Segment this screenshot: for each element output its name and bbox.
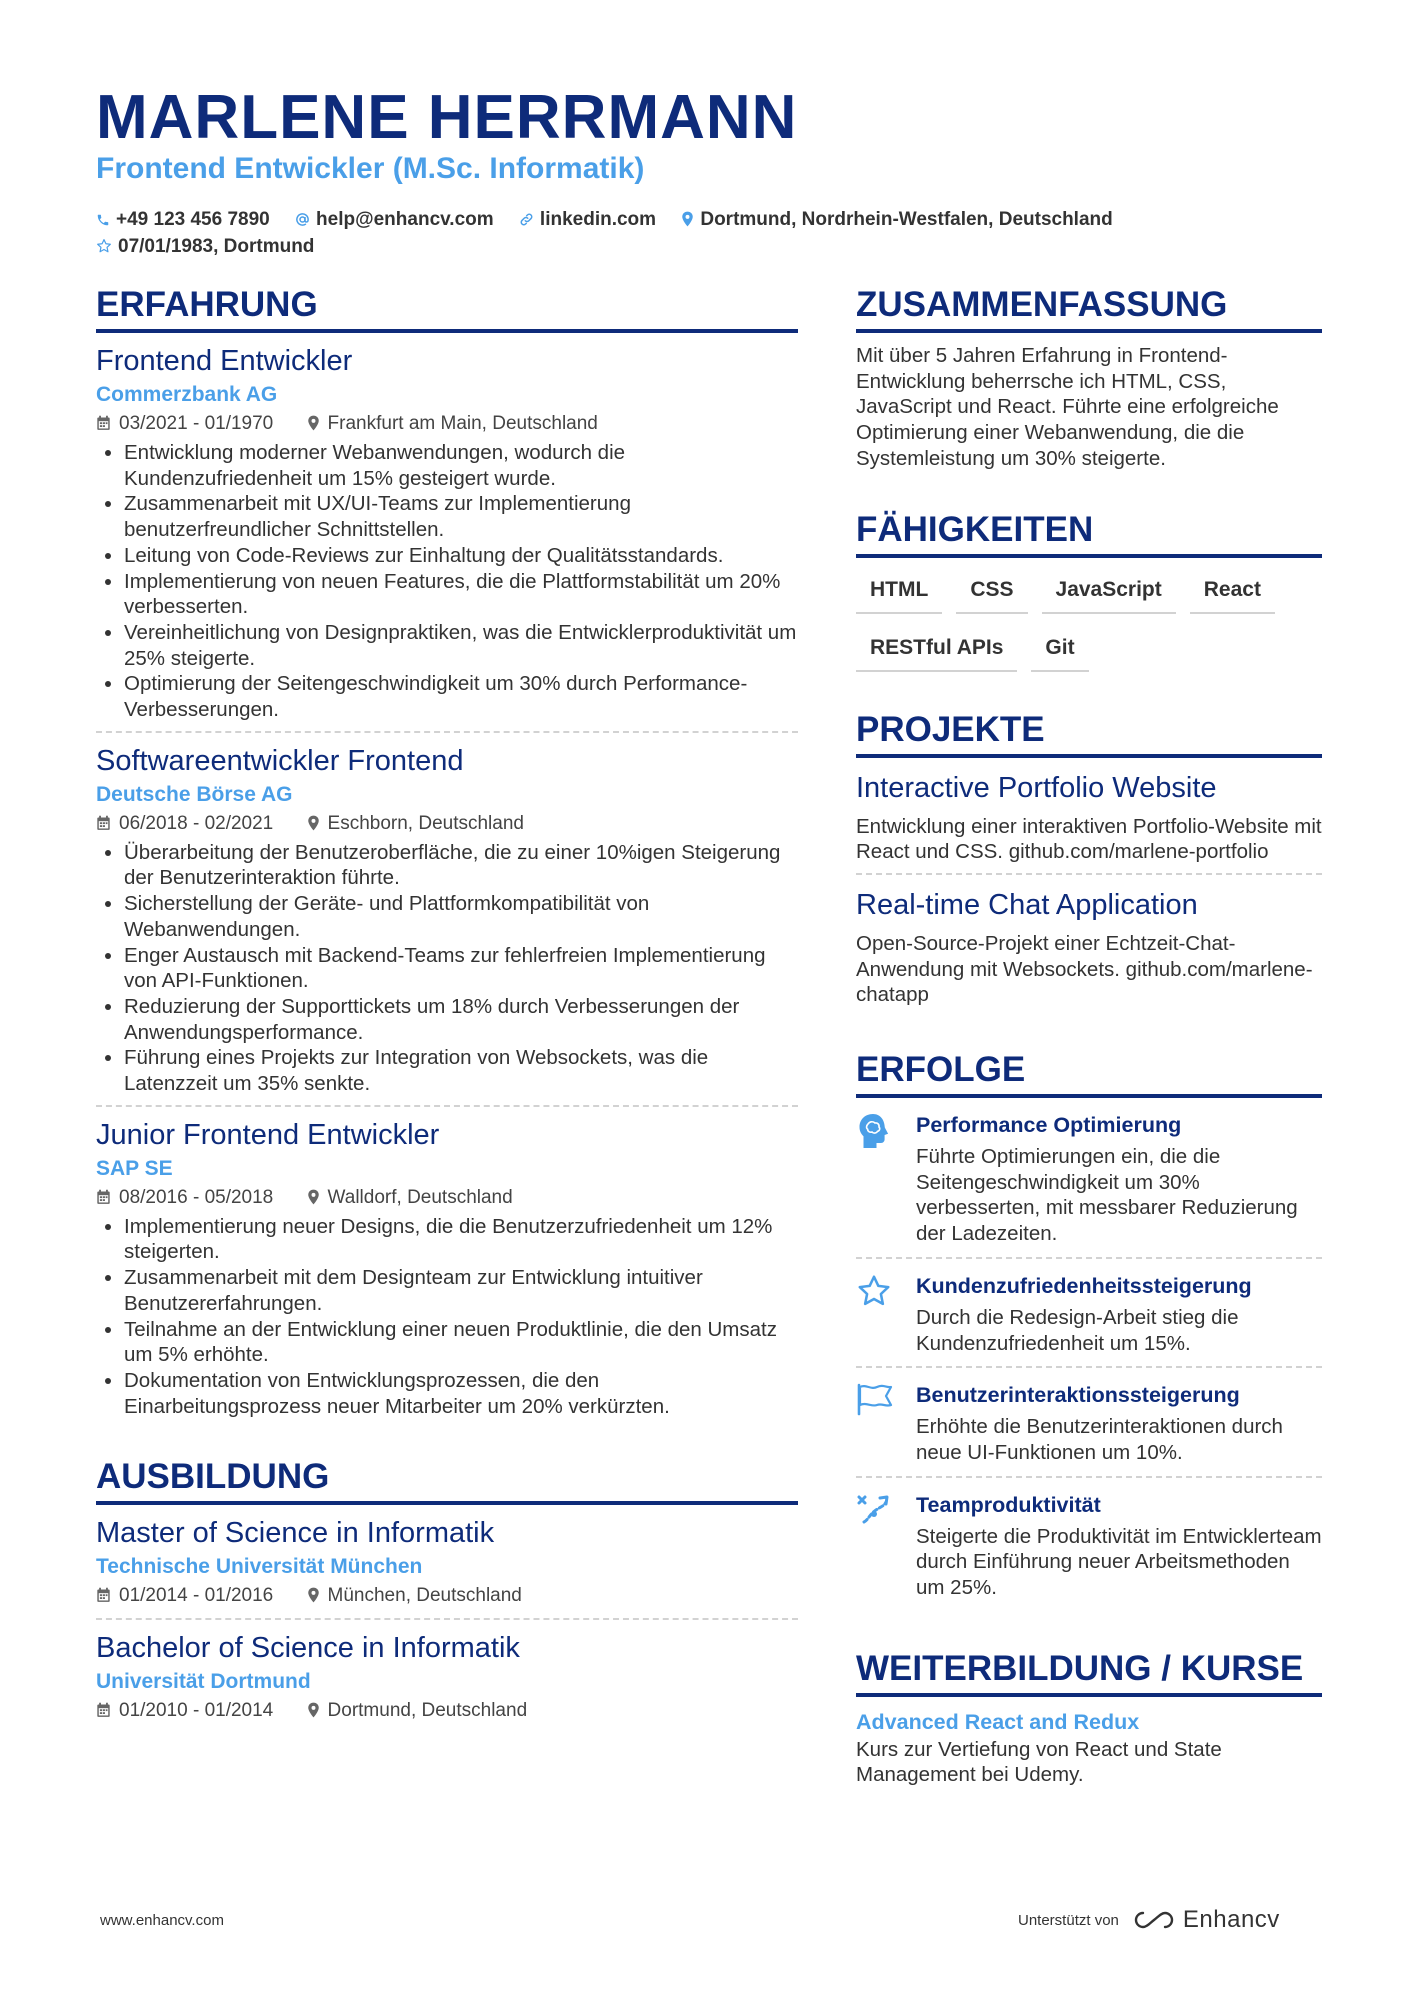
contact-phone (96, 206, 270, 233)
bullet-item: • Reduzierung der Supporttickets um 18% durch Verbesserungen der Anwendungsperformance. (124, 994, 798, 1045)
calendar-icon (96, 1702, 111, 1718)
star-icon (856, 1273, 892, 1309)
bullet-item: • Optimierung der Seitengeschwindigkeit um 30% durch Performance-Verbesserungen. (124, 671, 798, 722)
job-title: Frontend Entwickler (96, 345, 353, 377)
skill-tag: HTML (856, 570, 942, 614)
powered-by-text: Unterstützt von (1018, 1911, 1119, 1929)
skills-list (856, 570, 1322, 686)
skill-tag: Git (1031, 628, 1088, 672)
job-bullets (96, 840, 798, 1097)
company-name: SAP SE (96, 1156, 173, 1180)
company-name: Deutsche Börse AG (96, 782, 293, 806)
bullet-item: • Sicherstellung der Geräte- und Plattformkompatibilität von Webanwendungen. (124, 891, 798, 942)
achievement-description: Führte Optimierungen ein, die die Seitengeschwindigkeit um 30% verbesserten, mit messbarer Reduzierung der Ladezeiten. (916, 1145, 1298, 1246)
education-meta (96, 1697, 798, 1725)
footer-branding (1018, 1906, 1280, 1934)
skills-heading: FÄHIGKEITEN (856, 510, 1322, 558)
contact-bar (96, 206, 1336, 260)
strategy-icon (856, 1492, 892, 1528)
bullet-item: • Enger Austausch mit Backend-Teams zur fehlerfreien Implementierung von API-Funktionen. (124, 943, 798, 994)
skill-tag: JavaScript (1042, 570, 1176, 614)
calendar-icon (96, 815, 111, 831)
calendar-icon (96, 1587, 111, 1603)
skill-tag: CSS (956, 570, 1027, 614)
project-description: Open-Source-Projekt einer Echtzeit-Chat-Anwendung mit Websockets. github.com/marlene-chatapp (856, 931, 1313, 1007)
flag-icon (856, 1382, 894, 1416)
bullet-item: • Teilnahme an der Entwicklung einer neuen Produktlinie, die den Umsatz um 5% erhöhte. (124, 1317, 798, 1368)
achievement-entry (856, 1368, 1322, 1477)
job-title: Softwareentwickler Frontend (96, 744, 464, 777)
bullet-item: • Implementierung von neuen Features, die die Plattformstabilität um 20% verbesserten. (124, 569, 798, 620)
job-location: Eschborn, Deutschland (327, 812, 524, 834)
job-meta (96, 810, 798, 838)
job-dates: 06/2018 - 02/2021 (119, 812, 274, 834)
achievement-title: Benutzerinteraktionssteigerung (916, 1383, 1240, 1408)
skill-tag: RESTful APIs (856, 628, 1017, 672)
achievements-heading: ERFOLGE (856, 1050, 1322, 1098)
achievement-description: Durch die Redesign-Arbeit stieg die Kundenzufriedenheit um 15%. (916, 1305, 1239, 1355)
school-name: Technische Universität München (96, 1555, 423, 1579)
calendar-icon (96, 1189, 111, 1205)
job-meta (96, 1184, 798, 1212)
enhancv-logo-icon (1131, 1909, 1177, 1931)
location-icon (307, 1587, 320, 1603)
education-location: München, Deutschland (327, 1585, 522, 1607)
location-icon (307, 1189, 320, 1205)
calendar-icon (96, 415, 111, 431)
phone-icon (96, 213, 110, 227)
summary-text: Mit über 5 Jahren Erfahrung in Frontend-Entwicklung beherrsche ich HTML, CSS, JavaScript und React. Führte eine erfolgreiche Optimierung einer Webanwendung, die die Systemleistung um 30% steigerte. (856, 344, 1279, 470)
degree-title: Bachelor of Science in Informatik (96, 1632, 520, 1665)
experience-heading: ERFAHRUNG (96, 285, 798, 333)
footer-website[interactable]: www.enhancv.com (100, 1912, 224, 1929)
left-column (96, 285, 798, 1725)
education-meta (96, 1582, 798, 1610)
candidate-name: MARLENE HERRMANN (96, 83, 798, 152)
job-dates: 08/2016 - 05/2018 (119, 1186, 274, 1208)
birth-text: 07/01/1983, Dortmund (118, 236, 315, 257)
experience-entry (96, 333, 798, 733)
location-icon (307, 1702, 320, 1718)
contact-birth (96, 233, 314, 260)
achievement-entry (856, 1478, 1322, 1611)
job-bullets (96, 440, 798, 723)
contact-linkedin[interactable] (519, 206, 656, 233)
right-column (856, 285, 1322, 1788)
link-icon (519, 212, 534, 227)
location-icon (681, 211, 694, 227)
bullet-item: • Vereinheitlichung von Designpraktiken, was die Entwicklerproduktivität um 25% steigerte. (124, 620, 798, 671)
contact-location (681, 206, 1112, 233)
achievement-title: Performance Optimierung (916, 1113, 1182, 1138)
bullet-item: • Führung eines Projekts zur Integration von Websockets, was die Latenzzeit um 35% senkte. (124, 1045, 798, 1096)
achievement-description: Erhöhte die Benutzerinteraktionen durch neue UI-Funktionen um 10%. (916, 1415, 1283, 1464)
job-bullets (96, 1214, 798, 1420)
location-text: Dortmund, Nordrhein-Westfalen, Deutschland (700, 209, 1113, 230)
achievement-title: Kundenzufriedenheitssteigerung (916, 1273, 1252, 1298)
project-title: Real-time Chat Application (856, 888, 1198, 921)
project-entry (856, 875, 1322, 1016)
bullet-item: • Implementierung neuer Designs, die die Benutzerzufriedenheit um 12% steigerten. (124, 1214, 798, 1265)
project-description: Entwicklung einer interaktiven Portfolio-Website mit React und CSS. github.com/marlene-portfolio (856, 814, 1322, 864)
job-location: Frankfurt am Main, Deutschland (327, 413, 598, 434)
achievement-description: Steigerte die Produktivität im Entwicklerteam durch Einführung neuer Arbeitsmethoden um 25%. (916, 1524, 1322, 1600)
course-description: Kurs zur Vertiefung von React und State Management bei Udemy. (856, 1737, 1222, 1787)
achievement-title: Teamproduktivität (916, 1492, 1101, 1517)
star-icon (96, 238, 112, 254)
phone-text: +49 123 456 7890 (116, 209, 270, 230)
skill-tag: React (1190, 570, 1275, 614)
email-text: help@enhancv.com (316, 209, 494, 230)
job-location: Walldorf, Deutschland (327, 1186, 513, 1208)
bullet-item: • Zusammenarbeit mit dem Designteam zur Entwicklung intuitiver Benutzererfahrungen. (124, 1265, 798, 1316)
course-title: Advanced React and Redux (856, 1709, 1140, 1734)
bullet-item: • Entwicklung moderner Webanwendungen, wodurch die Kundenzufriedenheit um 15% gesteigert wurde. (124, 440, 798, 491)
projects-heading: PROJEKTE (856, 710, 1322, 758)
courses-heading: WEITERBILDUNG / KURSE (856, 1649, 1322, 1697)
at-icon (295, 212, 310, 227)
education-entry (96, 1505, 798, 1620)
bullet-item: • Überarbeitung der Benutzeroberfläche, die zu einer 10%igen Steigerung der Benutzerinteraktion führte. (124, 840, 798, 891)
summary-heading: ZUSAMMENFASSUNG (856, 285, 1322, 333)
school-name: Universität Dortmund (96, 1670, 311, 1694)
education-location: Dortmund, Deutschland (327, 1700, 528, 1722)
contact-email[interactable] (295, 206, 494, 233)
company-name: Commerzbank AG (96, 383, 278, 406)
achievement-entry (856, 1259, 1322, 1368)
bullet-item: • Zusammenarbeit mit UX/UI-Teams zur Implementierung benutzerfreundlicher Schnittstellen. (124, 491, 798, 542)
education-entry (96, 1620, 798, 1725)
brain-head-icon (856, 1112, 890, 1150)
job-meta (96, 410, 798, 438)
linkedin-text: linkedin.com (539, 209, 657, 230)
location-icon (307, 815, 320, 831)
degree-title: Master of Science in Informatik (96, 1517, 495, 1550)
job-dates: 03/2021 - 01/1970 (119, 413, 274, 434)
experience-entry (96, 1107, 798, 1420)
education-dates: 01/2014 - 01/2016 (119, 1585, 274, 1607)
bullet-item: • Dokumentation von Entwicklungsprozessen, die den Einarbeitungsprozess neuer Mitarbeiter um 20% verkürzten. (124, 1368, 798, 1419)
brand-name: Enhancv (1182, 1906, 1280, 1933)
candidate-subtitle: Frontend Entwickler (M.Sc. Informatik) (96, 152, 645, 185)
location-icon (307, 415, 320, 431)
achievement-entry (856, 1098, 1322, 1259)
project-title: Interactive Portfolio Website (856, 771, 1217, 804)
job-title: Junior Frontend Entwickler (96, 1118, 440, 1151)
bullet-item: • Leitung von Code-Reviews zur Einhaltung der Qualitätsstandards. (124, 543, 798, 569)
education-heading: AUSBILDUNG (96, 1457, 798, 1505)
education-dates: 01/2010 - 01/2014 (119, 1700, 274, 1722)
experience-entry (96, 733, 798, 1107)
project-entry (856, 758, 1322, 875)
